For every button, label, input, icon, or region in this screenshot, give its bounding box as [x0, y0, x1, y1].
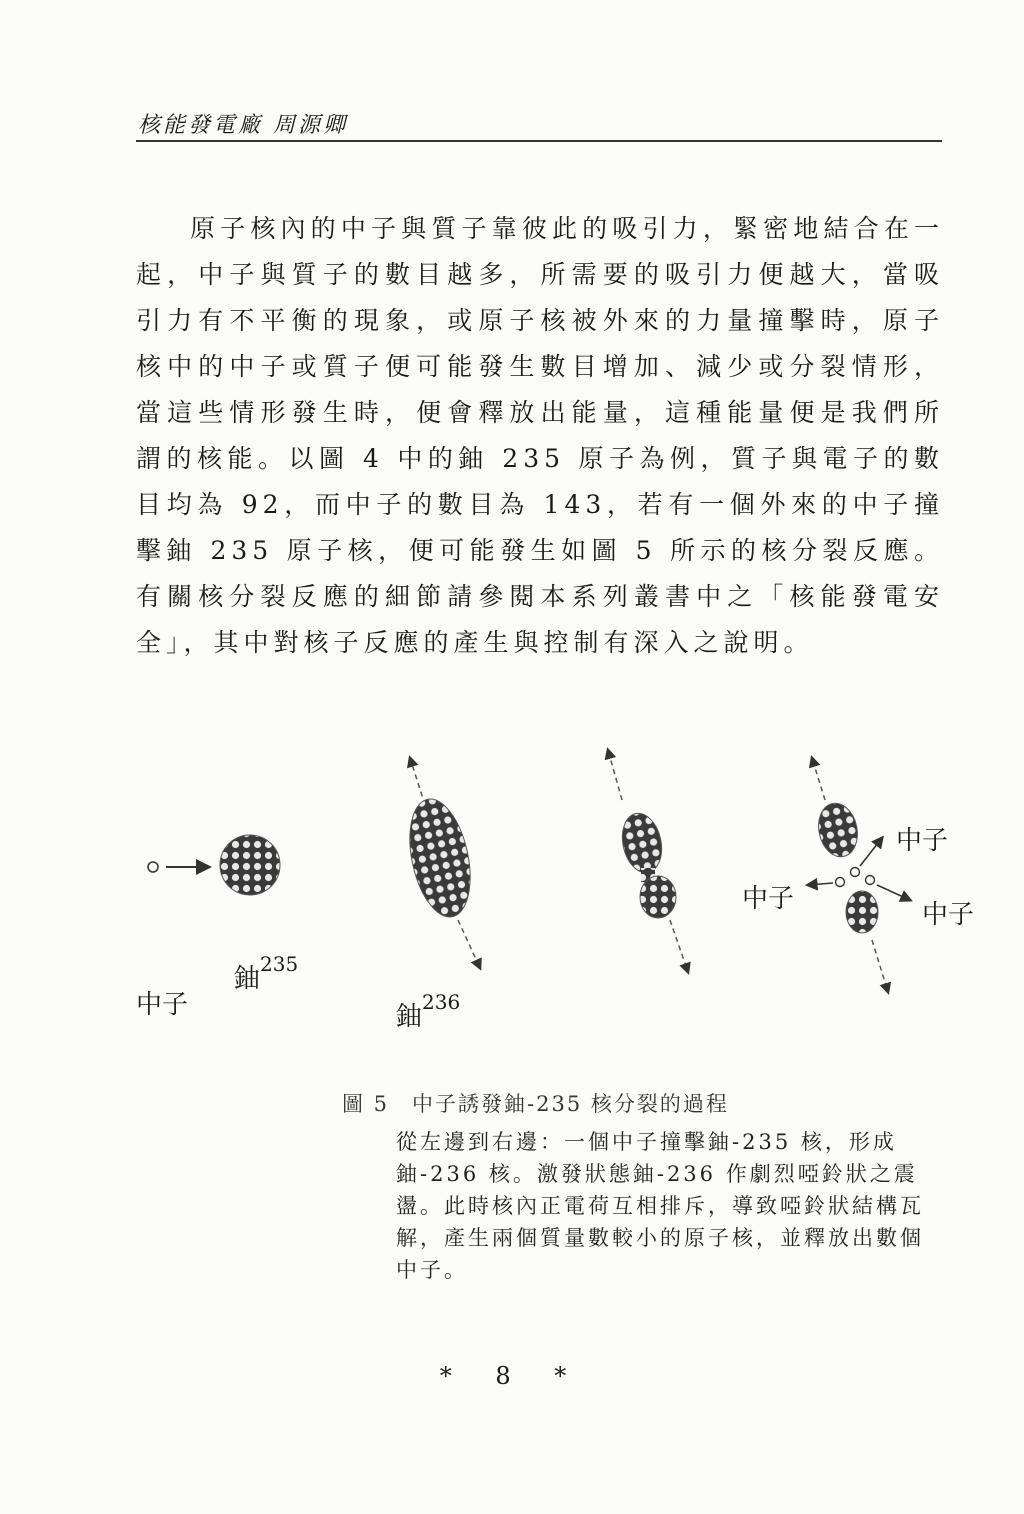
uranium-236-nucleus	[400, 793, 480, 922]
fission-diagram	[120, 740, 1000, 1060]
page-number: * 8 *	[439, 1362, 585, 1390]
label-uranium-235-mass: 235	[260, 952, 299, 976]
label-uranium-236	[396, 990, 460, 1033]
label-neutron-incoming: 中子	[136, 990, 189, 1020]
label-neutron-right-top: 中子	[896, 826, 949, 856]
label-neutron-left: 中子	[742, 884, 795, 914]
fission-fragment-upper	[814, 800, 862, 861]
released-neutron-3	[866, 876, 875, 885]
label-uranium-236-symbol: 鈾	[396, 1002, 423, 1032]
dumbbell-arrow-bottom	[670, 920, 688, 972]
label-uranium-235	[234, 952, 298, 995]
body-paragraph: 原子核內的中子與質子靠彼此的吸引力，緊密地結合在一起，中子與質子的數目越多，所需要的吸引力便越大，當吸引力有不平衡的現象，或原子核被外來的力量撞擊時，原子核中的中子或質子便可能發生數目增加、減少或分裂情形，當這些情形發生時，便會釋放出能量，這種能量便是我們所謂的核能。以圖 4 中的鈾 235 原子為例，質子與電子的數目均為 92，而中子的數目為 143，若有一個外來的中子撞擊鈾 235 原子核，便可能發生如圖 5 所示的核分裂反應。有關核分裂反應的細節請參閱本系列叢書中之「核能發電安全」，其中對核子反應的產生與控制有深入之說明。	[136, 214, 944, 657]
fission-fragment-lower	[846, 891, 878, 933]
label-neutron-right-bottom: 中子	[922, 900, 975, 930]
fragment-arrow-top	[812, 758, 825, 800]
u236-arrow-top	[410, 758, 425, 805]
figure-caption-description: 從左邊到右邊：一個中子撞擊鈾-235 核，形成鈾-236 核。激發狀態鈾-236 作劇烈啞鈴狀之震盪。此時核內正電荷互相排斥，導致啞鈴狀結構瓦解，產生兩個質量數較小的原子核，並釋放出數個中子。	[396, 1130, 924, 1282]
header-title: 核能發電廠 周源卿	[138, 113, 348, 138]
fission-figure	[120, 740, 1000, 1060]
figure-caption-title: 圖 5 中子誘發鈾-235 核分裂的過程	[342, 1092, 729, 1116]
dumbbell-upper-lobe	[617, 810, 667, 877]
uranium-235-nucleus	[220, 835, 280, 895]
released-neutron-2	[851, 868, 860, 877]
incoming-neutron-icon	[148, 862, 158, 872]
neutron-arrow-lower-right	[877, 885, 910, 900]
header-divider	[136, 140, 942, 142]
released-neutron-1	[836, 878, 845, 887]
u236-arrow-bottom	[458, 920, 480, 968]
dumbbell-lower-lobe	[640, 876, 676, 918]
fragment-arrow-bottom	[872, 940, 888, 992]
label-uranium-236-mass: 236	[422, 990, 461, 1014]
neutron-arrow-left	[808, 883, 833, 885]
label-uranium-235-symbol: 鈾	[234, 964, 261, 994]
neutron-arrow-upper-right	[860, 838, 882, 866]
dumbbell-arrow-top	[608, 750, 622, 800]
